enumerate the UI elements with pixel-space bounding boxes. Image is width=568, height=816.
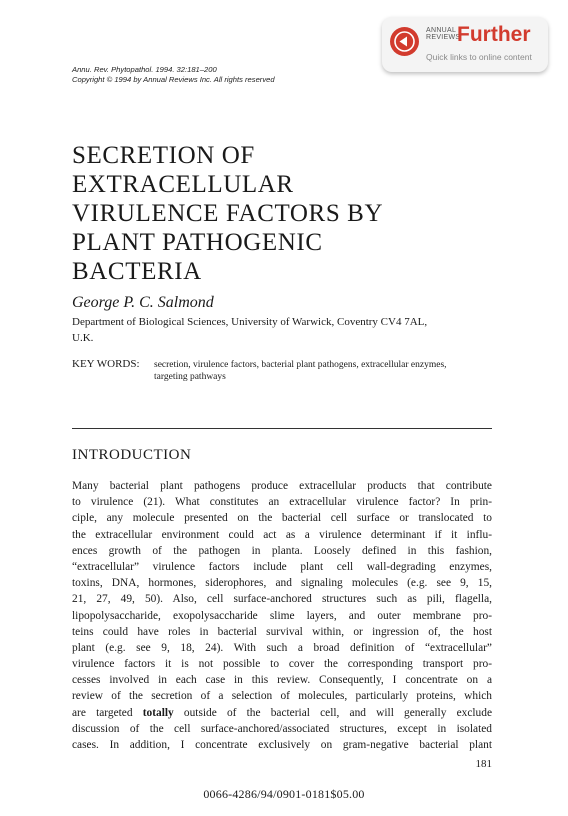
body-text-segment: are targeted xyxy=(72,706,143,719)
body-line: “extracellular” virulence factors include plant cell wall-degrading enzymes, xyxy=(72,560,492,573)
citation-line: Annu. Rev. Phytopathol. 1994. 32:181–200 xyxy=(72,65,217,74)
keywords-line: secretion, virulence factors, bacterial plant pathogens, extracellular enzymes, xyxy=(154,360,447,370)
section-heading: INTRODUCTION xyxy=(72,447,192,463)
title-line: EXTRACELLULAR xyxy=(72,171,294,198)
keywords-list xyxy=(154,359,500,383)
body-line: ciple, any molecule presented on the bacterial cell surface or translocated to xyxy=(72,512,492,525)
keywords-line: targeting pathways xyxy=(154,372,226,382)
body-line: 21, 27, 49, 50). Also, cell surface-anchored structures such as pili, flagella, xyxy=(72,593,492,606)
further-title: Further xyxy=(457,23,531,46)
affiliation-line: U.K. xyxy=(72,332,94,344)
body-line: lipopolysaccharide, exopolysaccharide slime layers, and outer membrane pro- xyxy=(72,609,492,622)
body-line: cesses involved in each case in this review. Consequently, I concentrate on a xyxy=(72,674,492,687)
affiliation-line: Department of Biological Sciences, University of Warwick, Coventry CV4 7AL, xyxy=(72,316,428,328)
back-arrow-icon xyxy=(390,27,419,56)
title-line: PLANT PATHOGENIC xyxy=(72,229,323,256)
page-number: 181 xyxy=(475,758,492,770)
body-paragraph xyxy=(72,478,492,753)
horizontal-rule xyxy=(72,428,492,429)
body-line: teins could have roles in bacterial survival within, or ingression of, the host xyxy=(72,625,492,638)
body-line: review of the secretion of a selection of molecules, particularly proteins, which xyxy=(72,690,492,703)
further-badge[interactable] xyxy=(382,17,548,72)
author-name: George P. C. Salmond xyxy=(72,294,214,311)
author-affiliation xyxy=(72,314,502,346)
annual-reviews-wordmark: ANNUAL REVIEWS xyxy=(426,27,461,41)
body-line: virulence factors it is not possible to cover the corresponding transport pro- xyxy=(72,658,492,671)
body-line: cases. In addition, I concentrate exclusively on gram-negative bacterial plant xyxy=(72,739,492,751)
body-line: plant (e.g. see 9, 18, 24). With such a broad definition of “extracellular” xyxy=(72,641,492,654)
keywords-label: KEY WORDS: xyxy=(72,358,140,370)
title-line: BACTERIA xyxy=(72,258,202,285)
copyright-line: Copyright © 1994 by Annual Reviews Inc. All rights reserved xyxy=(72,75,275,84)
title-line: VIRULENCE FACTORS BY xyxy=(72,200,384,227)
body-line: toxins, DNA, hormones, siderophores, and signaling molecules (e.g. see 9, 15, xyxy=(72,577,492,590)
body-line: to virulence (21). What constitutes an extracellular virulence factor? In prin- xyxy=(72,496,492,509)
bold-emphasis: totally xyxy=(142,706,174,719)
body-line: the extracellular environment could act as a virulence determinant if it influ- xyxy=(72,528,492,541)
body-line: Many bacterial plant pathogens produce extracellular products that contribute xyxy=(72,480,492,492)
body-text-segment: outside of the bacterial cell, and will generally exclude xyxy=(173,706,492,719)
title-line: SECRETION OF xyxy=(72,142,255,169)
body-line: discussion of the cell surface-anchored/associated structures, except in isolated xyxy=(72,722,492,735)
article-title xyxy=(72,141,472,286)
journal-citation xyxy=(72,65,275,85)
body-line xyxy=(72,705,492,721)
further-subtitle: Quick links to online content xyxy=(426,52,532,62)
body-line: ences growth of the pathogen in planta. Loosely defined in this fashion, xyxy=(72,544,492,557)
footer-code: 0066-4286/94/0901-0181$05.00 xyxy=(203,787,365,801)
